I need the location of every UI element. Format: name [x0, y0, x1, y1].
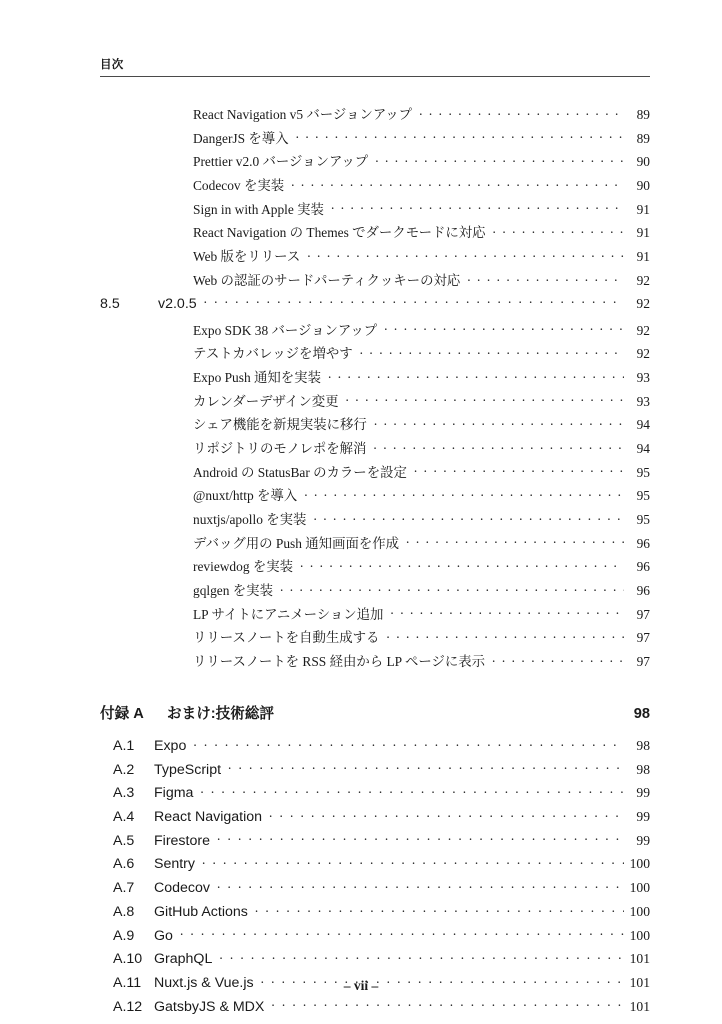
- toc-entry-row[interactable]: [100, 462, 650, 486]
- dot-leader: [200, 783, 624, 797]
- dot-leader: [374, 416, 624, 429]
- dot-leader: [328, 368, 624, 381]
- toc-entry-row[interactable]: [100, 128, 650, 152]
- toc-entry-page-number: 96: [636, 535, 650, 551]
- toc-entry-number: A.7: [113, 880, 135, 897]
- toc-entry-page-number: 90: [636, 154, 650, 170]
- toc-entry-title: LP サイトにアニメーション追加: [193, 606, 384, 622]
- dot-leader: [296, 129, 624, 142]
- toc-entry-title: TypeScript: [154, 761, 222, 778]
- toc-entry-page-number: 96: [636, 583, 650, 599]
- toc-entry-page-number: 92: [636, 272, 650, 288]
- dot-leader: [384, 321, 624, 334]
- toc-entry-row[interactable]: [100, 367, 650, 391]
- toc-entry-number: A.5: [113, 832, 135, 849]
- toc-entry-number: A.8: [113, 903, 135, 920]
- toc-entry-number: A.2: [113, 761, 135, 778]
- page-folio: – vii –: [343, 978, 379, 993]
- dot-leader: [255, 902, 624, 916]
- toc-entry-row[interactable]: [100, 175, 650, 199]
- toc-entry-title: Codecov を実装: [193, 178, 285, 194]
- toc-entry-title: リリースノートを自動生成する: [193, 630, 380, 646]
- dot-leader: [360, 345, 624, 358]
- toc-entry-number: A.6: [113, 856, 135, 873]
- toc-entry-row[interactable]: [100, 509, 650, 533]
- toc-entry-page-number: 101: [629, 951, 650, 967]
- toc-entry-row[interactable]: [100, 391, 650, 415]
- toc-entry-title: React Navigation v5 バージョンアップ: [193, 107, 413, 122]
- toc-entry-row[interactable]: [100, 760, 650, 784]
- toc-entry-title: Sign in with Apple 実装: [193, 201, 324, 217]
- toc-entry-row[interactable]: [100, 270, 650, 294]
- toc-entry-title: Expo Push 通知を実装: [193, 369, 321, 385]
- dot-leader: [304, 487, 624, 500]
- toc-entry-row[interactable]: [100, 104, 650, 128]
- toc-entry-row[interactable]: [100, 651, 650, 675]
- toc-entry-title: カレンダーデザイン変更: [193, 393, 339, 409]
- toc-entry-title: Nuxt.js & Vue.js: [154, 974, 254, 991]
- running-header-title: 目次: [100, 59, 124, 71]
- toc-entry-title: Firestore: [154, 832, 210, 849]
- toc-entry-title: GraphQL: [154, 951, 213, 968]
- toc-entry-row[interactable]: [100, 485, 650, 509]
- dot-leader: [493, 224, 624, 237]
- toc-entry-page-number: 100: [629, 927, 650, 943]
- toc-entry-title: reviewdog を実装: [193, 559, 294, 575]
- toc-entry-page-number: 91: [636, 249, 650, 265]
- toc-entry-page-number: 97: [636, 630, 650, 646]
- dot-leader: [291, 177, 624, 190]
- toc-entry-row[interactable]: [100, 604, 650, 628]
- toc-entry-title: gqlgen を実装: [193, 583, 273, 599]
- toc-entry-page-number: 101: [629, 998, 650, 1014]
- toc-entry-title: Web 版をリリース: [193, 249, 301, 265]
- dot-leader: [217, 831, 624, 845]
- toc-entry-page-number: 95: [636, 464, 650, 480]
- toc-entry-page-number: 98: [636, 761, 650, 777]
- dot-leader: [467, 271, 624, 284]
- toc-entry-number: A.3: [113, 785, 135, 802]
- dot-leader: [386, 629, 624, 642]
- toc-entry-page-number: 89: [636, 130, 650, 146]
- toc-entry-page-number: 100: [629, 903, 650, 919]
- toc-entry-row[interactable]: [100, 783, 650, 807]
- toc-entry-page-number: 93: [636, 393, 650, 409]
- toc-entry-page-number: 101: [629, 974, 650, 990]
- toc-entry-row[interactable]: [100, 854, 650, 878]
- toc-entry-title: React Navigation の Themes でダークモードに対応: [193, 225, 486, 241]
- dot-leader: [331, 200, 624, 213]
- toc-entry-title: Figma: [154, 785, 194, 802]
- toc-entry-page-number: 95: [636, 512, 650, 527]
- dot-leader: [346, 392, 625, 405]
- toc-entry-page-number: 100: [629, 856, 650, 872]
- toc-entry-title: GitHub Actions: [154, 903, 248, 920]
- toc-entry-row[interactable]: [100, 736, 650, 760]
- toc-entry-page-number: 90: [636, 178, 650, 194]
- toc-entry-row[interactable]: [100, 902, 650, 926]
- toc-entry-title: React Navigation: [154, 809, 263, 826]
- dot-leader: [313, 511, 624, 524]
- toc-entry-page-number: 97: [636, 654, 650, 670]
- dot-leader: [414, 463, 624, 476]
- dot-leader: [406, 534, 624, 547]
- toc-entry-row[interactable]: [100, 580, 650, 604]
- toc-entry-page-number: 91: [636, 225, 650, 241]
- toc-entry-row[interactable]: [100, 246, 650, 270]
- toc-entry-title: v2.0.5: [158, 295, 197, 312]
- toc-entry-page-number: 95: [636, 488, 650, 504]
- running-header: [100, 58, 650, 77]
- dot-leader: [204, 294, 624, 308]
- toc-entry-title: Android の StatusBar のカラーを設定: [193, 464, 407, 480]
- toc-entry-number: A.1: [113, 738, 135, 754]
- toc-entry-title: Expo: [154, 738, 187, 754]
- toc-entry-title: リリースノートを RSS 経由から LP ページに表示: [193, 654, 486, 670]
- toc-entry-number: A.4: [113, 809, 135, 826]
- toc-entry-number: 付録 A: [100, 705, 144, 722]
- toc-entry-number: A.12: [113, 998, 143, 1015]
- toc-entry-title: DangerJS を導入: [193, 130, 289, 146]
- toc-entry-row[interactable]: [100, 925, 650, 949]
- dot-leader: [228, 760, 624, 774]
- dot-leader: [375, 153, 624, 166]
- toc-entry-number: A.9: [113, 927, 135, 944]
- toc-entry-title: Go: [154, 927, 173, 944]
- toc-entry-page-number: 99: [636, 832, 650, 848]
- toc-chapter-row[interactable]: [100, 702, 650, 736]
- dot-leader: [202, 854, 624, 868]
- toc-entry-title: おまけ:技術総評: [167, 705, 275, 722]
- toc-entry-number: A.11: [113, 974, 142, 991]
- dot-leader: [300, 558, 624, 571]
- toc-entry-row[interactable]: [100, 320, 650, 344]
- toc-entry-row[interactable]: [100, 343, 650, 367]
- dot-leader: [193, 736, 624, 750]
- dot-leader: [219, 949, 624, 963]
- toc-entry-number: 8.5: [100, 295, 120, 312]
- toc-entry-row[interactable]: [100, 294, 650, 320]
- toc-block-gap: [100, 675, 650, 702]
- toc-entry-row[interactable]: [100, 438, 650, 462]
- toc-entry-row[interactable]: [100, 807, 650, 831]
- toc-entry-page-number: 98: [636, 738, 650, 753]
- dot-leader: [281, 703, 624, 718]
- dot-leader: [307, 248, 624, 261]
- dot-leader: [269, 807, 624, 821]
- toc-entry-page-number: 92: [636, 346, 650, 362]
- toc-entry-row[interactable]: [100, 831, 650, 855]
- dot-leader: [180, 925, 624, 939]
- toc-entry-row[interactable]: [100, 556, 650, 580]
- toc-entry-page-number: 92: [636, 295, 650, 311]
- toc-entry-title: nuxtjs/apollo を実装: [193, 512, 307, 527]
- toc-entry-row[interactable]: [100, 222, 650, 246]
- header-rule: [100, 76, 650, 77]
- dot-leader: [373, 440, 624, 453]
- toc-entry-page-number: 99: [636, 809, 650, 825]
- toc-entry-title: シェア機能を新規実装に移行: [193, 417, 367, 433]
- toc-entry-title: Web の認証のサードパーティクッキーの対応: [193, 272, 461, 288]
- toc-entry-title: Codecov: [154, 880, 210, 897]
- toc-entry-page-number: 99: [636, 785, 650, 801]
- toc-entry-row[interactable]: [100, 627, 650, 651]
- toc-entry-page-number: 93: [636, 369, 650, 385]
- toc-entry-page-number: 94: [636, 417, 650, 433]
- toc-entry-title: テストカバレッジを増やす: [193, 346, 353, 362]
- toc-entry-page-number: 89: [636, 107, 650, 122]
- toc-entry-row[interactable]: [100, 949, 650, 973]
- dot-leader: [492, 653, 624, 666]
- toc-entry-row[interactable]: [100, 151, 650, 175]
- dot-leader: [217, 878, 624, 892]
- toc-entry-page-number: 94: [636, 440, 650, 456]
- toc-entry-title: デバッグ用の Push 通知画面を作成: [193, 535, 400, 551]
- toc-entry-title: GatsbyJS & MDX: [154, 998, 265, 1015]
- toc-entry-row[interactable]: [100, 533, 650, 557]
- toc-entry-title: Sentry: [154, 856, 196, 873]
- toc-entry-row[interactable]: [100, 878, 650, 902]
- toc-entry-page-number: 92: [636, 322, 650, 338]
- dot-leader: [390, 605, 624, 618]
- toc-entry-row[interactable]: [100, 414, 650, 438]
- toc-entry-page-number: 96: [636, 559, 650, 575]
- toc-entry-title: リポジトリのモノレポを解消: [193, 440, 367, 456]
- table-of-contents: [100, 104, 650, 1020]
- toc-entry-title: Prettier v2.0 バージョンアップ: [193, 154, 369, 170]
- toc-entry-title: @nuxt/http を導入: [193, 488, 298, 504]
- toc-entry-number: A.10: [113, 951, 143, 968]
- toc-entry-page-number: 100: [629, 880, 650, 896]
- toc-entry-row[interactable]: [100, 996, 650, 1020]
- toc-entry-page-number: 91: [636, 201, 650, 217]
- dot-leader: [419, 106, 624, 119]
- dot-leader: [280, 582, 624, 595]
- toc-entry-title: Expo SDK 38 バージョンアップ: [193, 322, 378, 338]
- toc-entry-row[interactable]: [100, 199, 650, 223]
- toc-entry-page-number: 97: [636, 606, 650, 622]
- toc-entry-page-number: 98: [633, 705, 650, 722]
- dot-leader: [271, 996, 624, 1010]
